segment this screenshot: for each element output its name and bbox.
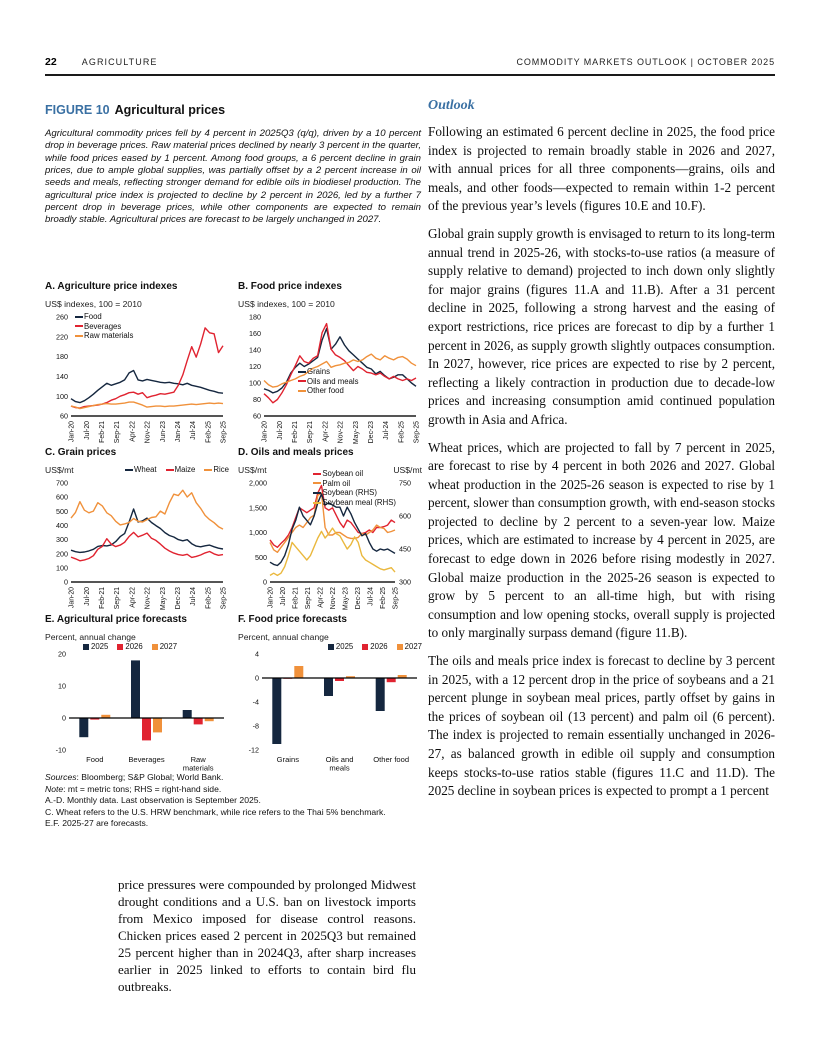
page-header	[45, 56, 775, 76]
svg-text:180: 180	[249, 312, 261, 322]
legend-marker	[313, 502, 321, 504]
svg-text:Food: Food	[86, 755, 104, 764]
svg-text:20: 20	[58, 649, 66, 659]
svg-text:-10: -10	[55, 745, 66, 755]
svg-text:Sep-21: Sep-21	[307, 421, 315, 444]
legend-item	[328, 642, 353, 652]
svg-text:Sep-21: Sep-21	[114, 587, 122, 610]
svg-text:Feb-25: Feb-25	[205, 421, 213, 443]
panel-agricultural-price-forecasts	[45, 614, 229, 781]
legend-item	[75, 331, 133, 341]
svg-text:0: 0	[263, 577, 267, 587]
legend-marker	[298, 390, 306, 392]
svg-text:700: 700	[56, 478, 68, 488]
legend-marker	[152, 644, 158, 650]
legend-marker	[75, 316, 83, 318]
svg-text:-4: -4	[252, 697, 259, 707]
svg-text:500: 500	[56, 506, 68, 516]
svg-text:Grains: Grains	[276, 755, 300, 764]
body-paragraph: Wheat prices, which are projected to fall by 7 percent in 2025, are forecast to rise by 4 percent in both 2026 and 2027. Global wheat production in the 2025-26 season is expected to rise by 1 percent, slower than consumption growth, with end-season stocks projected to decline by 2 percent to a seven-year low. Maize prices, which are estimated to increase by 4 percent in 2025, are forecast to edge down in 2026 before rising modestly in 2027. Global maize production in the 2025-26 season is expected to grow by 5 percent to an all-time high, but with rising consumption and low opening stocks, overall supply is projected to only marginally surpass demand (figure 11.B).	[428, 439, 775, 641]
panel-oils-and-meals-prices	[238, 447, 422, 620]
svg-text:Nov-22: Nov-22	[144, 587, 152, 610]
svg-text:Jul-20: Jul-20	[83, 587, 91, 606]
chart-food-price-forecasts	[238, 644, 422, 776]
legend-item	[83, 642, 108, 652]
legend-item	[313, 488, 396, 498]
panel-title: F. Food price forecasts	[238, 614, 347, 625]
legend-label: Palm oil	[322, 478, 351, 488]
panel-title: A. Agriculture price indexes	[45, 281, 178, 292]
legend-marker	[362, 644, 368, 650]
svg-text:Jul-24: Jul-24	[383, 421, 391, 440]
legend-marker	[125, 469, 133, 471]
svg-text:May-23: May-23	[342, 587, 350, 610]
chart-agricultural-price-forecasts	[45, 644, 229, 776]
chart-legend	[298, 367, 359, 396]
svg-text:0: 0	[62, 713, 66, 723]
legend-item	[204, 465, 229, 475]
svg-text:Jan-24: Jan-24	[175, 421, 182, 443]
axis-unit-left: Percent, annual change	[238, 632, 329, 642]
legend-item	[152, 642, 177, 652]
svg-text:Jul-24: Jul-24	[367, 587, 375, 606]
svg-text:80: 80	[253, 395, 261, 405]
svg-text:Dec-23: Dec-23	[175, 587, 182, 610]
legend-label: Wheat	[134, 465, 157, 474]
svg-text:-8: -8	[252, 721, 259, 731]
svg-text:Oils andmeals: Oils and meals	[325, 755, 354, 773]
svg-text:10: 10	[58, 681, 66, 691]
page-number: 22	[45, 56, 57, 68]
publication-title: COMMODITY MARKETS OUTLOOK | OCTOBER 2025	[516, 57, 775, 67]
legend-marker	[313, 473, 321, 475]
legend-label: Soybean meal (RHS)	[322, 497, 396, 507]
svg-text:Sep-25: Sep-25	[220, 421, 228, 444]
axis-unit-left: US$ indexes, 100 = 2010	[238, 299, 335, 309]
svg-text:260: 260	[56, 312, 68, 322]
svg-text:0: 0	[255, 673, 259, 683]
axis-unit-left: Percent, annual change	[45, 632, 136, 642]
header-left	[45, 56, 158, 68]
legend-marker	[204, 469, 212, 471]
svg-text:100: 100	[249, 378, 261, 388]
legend-marker	[75, 325, 83, 327]
legend-label: Grains	[307, 367, 330, 376]
svg-text:Jul-24: Jul-24	[190, 421, 198, 440]
legend-marker	[298, 380, 306, 382]
panel-grain-prices	[45, 447, 229, 620]
legend-label: Soybean oil	[322, 469, 364, 478]
legend-label: Rice	[213, 465, 229, 474]
figure-notes	[45, 772, 425, 830]
svg-text:Dec-23: Dec-23	[368, 421, 375, 444]
svg-text:Jan-20: Jan-20	[261, 421, 269, 443]
panel-title: E. Agricultural price forecasts	[45, 614, 187, 625]
legend-label: Soybean (RHS)	[322, 488, 377, 498]
svg-text:Apr-22: Apr-22	[129, 587, 137, 608]
legend-item	[397, 642, 422, 652]
svg-text:100: 100	[56, 391, 68, 401]
legend-marker	[117, 644, 123, 650]
right-column	[428, 98, 775, 810]
svg-text:60: 60	[60, 411, 68, 421]
svg-text:120: 120	[249, 362, 261, 372]
svg-text:300: 300	[399, 577, 411, 587]
legend-marker	[313, 482, 321, 484]
svg-text:100: 100	[56, 563, 68, 573]
svg-text:Rawmaterials: Raw materials	[182, 755, 214, 773]
note-a-d: A.-D. Monthly data. Last observation is September 2025.	[45, 795, 261, 806]
svg-text:Feb-21: Feb-21	[292, 587, 300, 609]
outlook-heading: Outlook	[428, 98, 475, 113]
svg-text:Apr-22: Apr-22	[129, 421, 137, 442]
note-c: C. Wheat refers to the U.S. HRW benchmark, while rice refers to the Thai 5% benchmark.	[45, 806, 386, 817]
legend-item	[313, 479, 396, 489]
svg-text:Beverages: Beverages	[128, 755, 165, 764]
figure-label: FIGURE 10	[45, 103, 110, 117]
svg-text:Nov-22: Nov-22	[144, 421, 152, 444]
legend-label: Maize	[174, 465, 196, 474]
svg-text:Other food: Other food	[373, 755, 410, 764]
chart-legend	[83, 642, 177, 652]
legend-label: 2026	[125, 642, 143, 651]
svg-text:Feb-25: Feb-25	[398, 421, 406, 443]
legend-label: 2027	[404, 642, 422, 651]
legend-marker	[166, 469, 174, 471]
svg-text:1,500: 1,500	[249, 503, 267, 513]
svg-text:Sep-21: Sep-21	[114, 421, 122, 444]
svg-text:600: 600	[56, 492, 68, 502]
legend-item	[313, 469, 396, 479]
legend-label: 2026	[370, 642, 388, 651]
axis-unit-left: US$ indexes, 100 = 2010	[45, 299, 142, 309]
svg-text:Sep-25: Sep-25	[413, 421, 421, 444]
svg-text:Jan-20: Jan-20	[68, 587, 76, 609]
legend-label: Oils and meals	[307, 376, 359, 386]
section-title: AGRICULTURE	[81, 57, 158, 67]
panel-title: D. Oils and meals prices	[238, 447, 354, 458]
svg-text:200: 200	[56, 549, 68, 559]
svg-text:450: 450	[399, 544, 411, 554]
svg-text:Feb-21: Feb-21	[99, 421, 106, 443]
axis-unit-left: US$/mt	[238, 465, 267, 475]
svg-text:Apr-22: Apr-22	[322, 421, 330, 442]
legend-label: Other food	[307, 386, 344, 396]
note-abbreviations: Note: mt = metric tons; RHS = right-hand side.	[45, 783, 222, 794]
svg-text:Jan-20: Jan-20	[68, 421, 76, 443]
svg-text:Feb-21: Feb-21	[99, 587, 106, 609]
svg-text:750: 750	[399, 478, 411, 488]
chart-legend	[125, 465, 229, 475]
legend-label: 2025	[335, 642, 354, 651]
panel-food-price-forecasts	[238, 614, 422, 781]
svg-text:2,000: 2,000	[249, 478, 267, 488]
svg-text:Jul-24: Jul-24	[190, 587, 198, 606]
svg-text:300: 300	[56, 535, 68, 545]
legend-item	[75, 322, 133, 332]
svg-text:May-23: May-23	[159, 587, 167, 610]
svg-text:4: 4	[255, 649, 259, 659]
svg-text:Sep-25: Sep-25	[392, 587, 400, 610]
legend-marker	[75, 335, 83, 337]
chart-agriculture-price-indexes	[45, 311, 229, 449]
svg-text:160: 160	[249, 329, 261, 339]
panel-title: B. Food price indexes	[238, 281, 342, 292]
panel-title: C. Grain prices	[45, 447, 117, 458]
svg-text:Nov-22: Nov-22	[330, 587, 338, 610]
figure-title	[45, 103, 423, 117]
svg-text:May-23: May-23	[352, 421, 360, 444]
legend-marker	[313, 492, 321, 494]
svg-text:140: 140	[56, 372, 68, 381]
legend-marker	[397, 644, 403, 650]
svg-text:-12: -12	[248, 745, 259, 755]
legend-label: 2027	[159, 642, 178, 651]
svg-text:180: 180	[56, 352, 68, 362]
svg-text:Nov-22: Nov-22	[337, 421, 345, 444]
svg-text:Feb-21: Feb-21	[292, 421, 299, 443]
note-e-f: E.F. 2025-27 are forecasts.	[45, 818, 149, 829]
legend-marker	[298, 371, 306, 373]
svg-text:220: 220	[56, 332, 68, 342]
panel-food-price-indexes	[238, 281, 422, 454]
note-sources: Sources: Bloomberg; S&P Global; World Bank.	[45, 772, 224, 782]
legend-label: Food	[84, 312, 102, 321]
svg-text:Jul-20: Jul-20	[276, 421, 284, 440]
legend-label: Raw materials	[84, 331, 134, 341]
legend-item	[362, 642, 387, 652]
body-paragraph: Global grain supply growth is envisaged to return to its long-term annual trend in 2025-26, with stocks-to-use ratios (a measure of supply relative to demand) projected to inch down only slightly for major grains (figures 11.A and 11.B). After a 31 percent decline in 2025, following a strong harvest and the easing of export restrictions, rice prices are forecast to dip by a further 1 percent in 2026, as supply growth slightly outpaces consumption. In 2027, however, rice prices are expected to rise by 2 percent, reflecting a likely contraction in production due to decade-low prices and increasing consumption amid continued population growth in Asia and Africa.	[428, 225, 775, 427]
axis-unit-left: US$/mt	[45, 465, 74, 475]
chart-legend	[328, 642, 422, 652]
svg-text:Jun-23: Jun-23	[159, 421, 167, 443]
svg-text:Dec-23: Dec-23	[355, 587, 363, 610]
svg-text:Apr-22: Apr-22	[317, 587, 325, 608]
body-paragraph: Following an estimated 6 percent decline in 2025, the food price index is projected to remain broadly stable in 2026 and 2027, with annual prices for all three components—grains, oils and meals, and other foods—expected to remain within 1-2 percent of the previous year’s levels (figures 10.E and 10.F).	[428, 124, 775, 214]
chart-grain-prices	[45, 477, 229, 615]
legend-item	[117, 642, 142, 652]
svg-text:Jan-20: Jan-20	[267, 587, 275, 609]
legend-item	[166, 465, 196, 475]
svg-text:140: 140	[249, 345, 261, 355]
body-paragraph: The oils and meals price index is forecast to decline by 3 percent in 2025, with a 12 percent drop in the price of soybeans and a 21 percent plunge in soybean meal prices, partly offset by gains in the prices of soybean oil (13 percent) and palm oil (6 percent). The index is projected to remain essentially unchanged in 2026-27, as balanced growth in edible oil supply and consumption keeps stocks-to-use ratios stable (figures 11.C and 11.D). The 2025 decline in soybean prices is expected to prompt a 1 percent	[428, 653, 775, 799]
svg-text:400: 400	[56, 521, 68, 531]
chart-legend	[75, 312, 133, 341]
svg-text:500: 500	[255, 552, 267, 562]
axis-unit-right: US$/mt	[393, 465, 422, 475]
legend-label: 2025	[91, 642, 109, 651]
svg-text:Sep-21: Sep-21	[305, 587, 313, 610]
svg-text:1,000: 1,000	[249, 528, 267, 538]
legend-item	[313, 498, 396, 508]
svg-text:Jul-20: Jul-20	[280, 587, 288, 606]
svg-text:Jul-20: Jul-20	[83, 421, 91, 440]
legend-item	[298, 386, 359, 396]
svg-text:Sep-25: Sep-25	[220, 587, 228, 610]
chart-legend	[313, 469, 396, 507]
legend-item	[125, 465, 157, 475]
legend-item	[298, 367, 359, 377]
svg-text:600: 600	[399, 511, 411, 521]
legend-label: Beverages	[84, 321, 122, 331]
legend-item	[75, 312, 133, 322]
legend-item	[298, 377, 359, 387]
legend-marker	[328, 644, 334, 650]
svg-text:60: 60	[253, 411, 261, 421]
body-paragraph-left: price pressures were compounded by prolonged Midwest drought conditions and a U.S. ban on livestock imports from Mexico imposed for disease control reasons. Chicken prices eased 2 percent in 2025Q3 but remained 25 percent higher than in 2024Q3, after sharp increases earlier in 2025 linked to efforts to contain bird flu outbreaks.	[118, 877, 416, 994]
svg-text:Feb-25: Feb-25	[205, 587, 213, 609]
legend-marker	[83, 644, 89, 650]
figure-summary: Agricultural commodity prices fell by 4 percent in 2025Q3 (q/q), driven by a 10 percent drop in beverage prices. Raw material prices declined by nearly 3 percent in the quarter, while food prices eased by 1 percent. Among food groups, a 6 percent decline in grain prices, due to ample global supplies, was partially offset by a 2 percent increase in oil seeds and meals, reflecting stronger demand for edible oils in biodiesel production. The agricultural price index is projected to decline by 2 percent in 2026, led by a further 7 percent drop in beverage prices, while other components are expected to remain broadly stable. Agricultural prices are forecast to be largely unchanged in 2027.	[45, 128, 421, 226]
svg-text:0: 0	[64, 577, 68, 587]
panel-agriculture-price-indexes	[45, 281, 229, 454]
svg-text:Feb-25: Feb-25	[380, 587, 388, 609]
figure-name: Agricultural prices	[114, 103, 226, 117]
